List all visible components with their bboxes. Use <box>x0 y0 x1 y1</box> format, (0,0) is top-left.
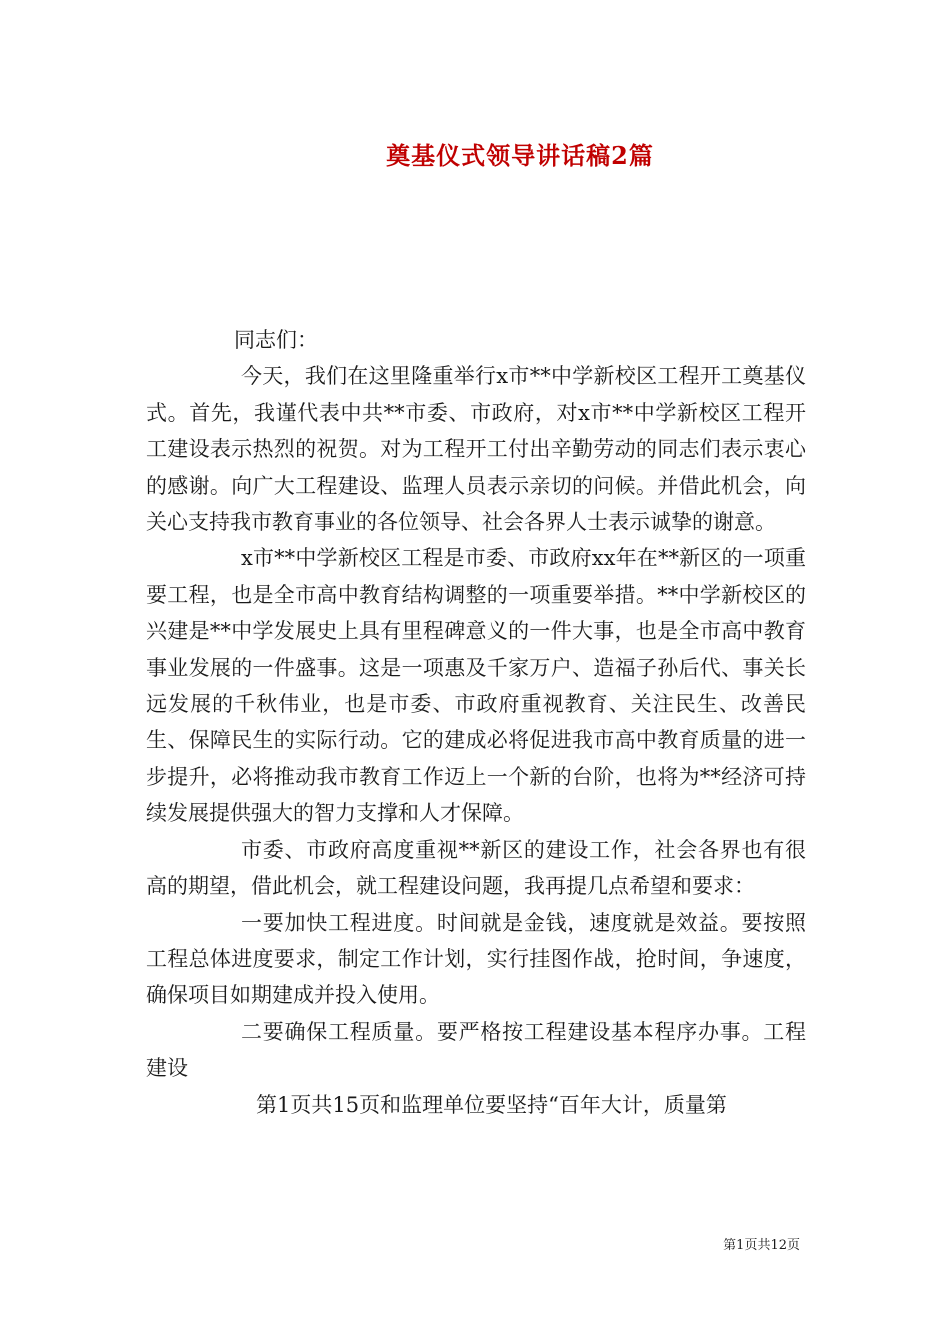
page-footer: 第1页共12页 <box>723 1238 800 1253</box>
paragraph-continuation: 第1页共15页和监理单位要坚持“百年大计，质量第 <box>256 1092 727 1117</box>
salutation: 同志们： <box>234 328 318 352</box>
paragraph-requirement-two: 二要确保工程质量。要严格按工程建设基本程序办事。工程建设 <box>146 1019 806 1081</box>
document-title: 奠基仪式领导讲话稿2篇 <box>386 141 654 170</box>
paragraph-opening: 今天，我们在这里隆重举行x市**中学新校区工程开工奠基仪式。首先，我谨代表中共**市委、市政府，对x市**中学新校区工程开工建设表示热烈的祝贺。对为工程开工付出辛勤劳动的同志们表示衷心的感谢。向广大工程建设、监理人员表示亲切的问候。并借此机会，向关心支持我市教育事业的各位领导、社会各界人士表示诚挚的谢意。 <box>146 364 806 535</box>
paragraph-project-significance: x市**中学新校区工程是市委、市政府xx年在**新区的一项重要工程，也是全市高中教育结构调整的一项重要举措。**中学新校区的兴建是**中学发展史上具有里程碑意义的一件大事，也是全市高中教育事业发展的一件盛事。这是一项惠及千家万户、造福子孙后代、事关长远发展的千秋伟业，也是市委、市政府重视教育、关注民生、改善民生、保障民生的实际行动。它的建成必将促进我市高中教育质量的进一步提升，必将推动我市教育工作迈上一个新的台阶，也将为**经济可持续发展提供强大的智力支撑和人才保障。 <box>146 546 806 826</box>
paragraph-requirements-intro: 市委、市政府高度重视**新区的建设工作，社会各界也有很高的期望，借此机会，就工程建设问题，我再提几点希望和要求： <box>146 837 806 899</box>
document-body <box>146 322 806 1123</box>
paragraph-requirement-one: 一要加快工程进度。时间就是金钱，速度就是效益。要按照工程总体进度要求，制定工作计划，实行挂图作战，抢时间，争速度，确保项目如期建成并投入使用。 <box>146 910 806 1008</box>
